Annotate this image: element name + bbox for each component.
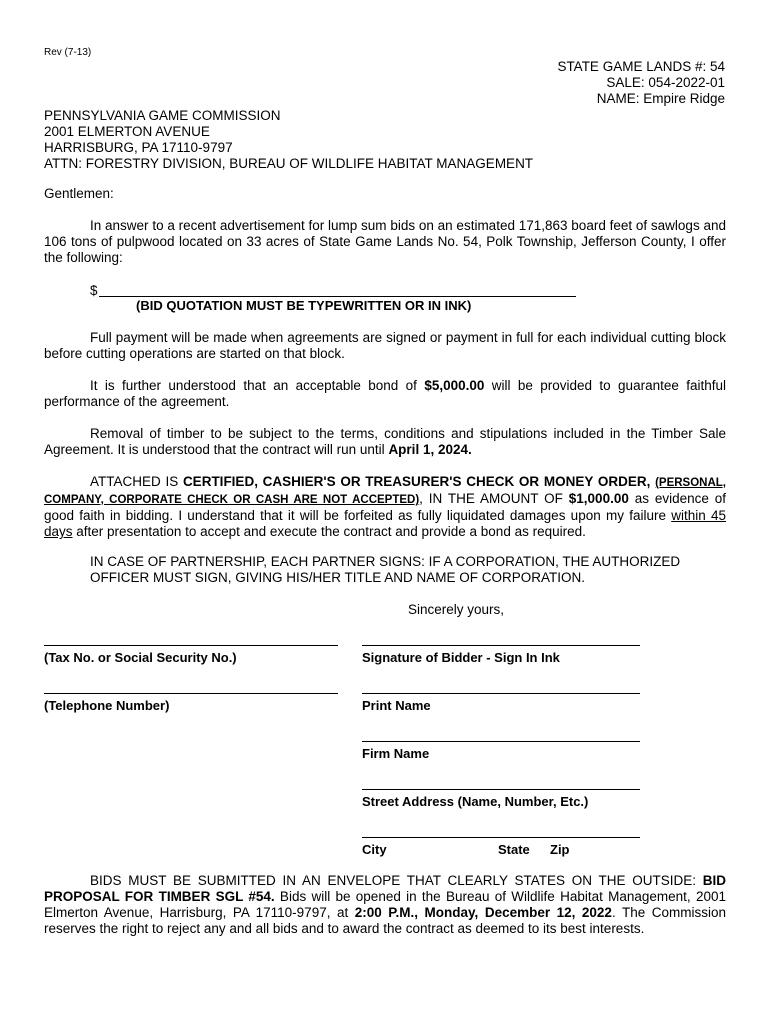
removal-text: Removal of timber to be subject to the terms, conditions and stipulations included in the Timber Sale Agreement. It is understood that the contract will run until [44, 426, 726, 457]
salutation: Gentlemen: [44, 186, 114, 201]
firm-name-line[interactable] [362, 741, 640, 742]
bid-dollar-sign: $ [90, 283, 98, 298]
bid-opening-time: 2:00 P.M., Monday, December 12, 2022 [354, 905, 612, 920]
bid-quotation-note: (BID QUOTATION MUST BE TYPEWRITTEN OR IN INK) [136, 298, 472, 313]
bid-amount-line[interactable] [99, 296, 576, 297]
tax-number-label: (Tax No. or Social Security No.) [44, 650, 237, 665]
city-state-zip-line[interactable] [362, 837, 640, 838]
removal-paragraph [44, 426, 726, 458]
tax-number-line[interactable] [44, 645, 338, 646]
attached-text: after presentation to accept and execute the contract and provide a bond as required. [72, 524, 586, 539]
print-name-label: Print Name [362, 698, 431, 713]
closing: Sincerely yours, [408, 602, 505, 617]
payment-method: CERTIFIED, CASHIER'S OR TREASURER'S CHECK OR MONEY ORDER, [182, 474, 651, 489]
bond-amount: $5,000.00 [424, 378, 485, 393]
firm-name-label: Firm Name [362, 746, 430, 761]
telephone-label: (Telephone Number) [44, 698, 170, 713]
attached-text: ATTACHED IS [90, 474, 183, 489]
address-line: 2001 ELMERTON AVENUE [44, 124, 210, 139]
sale-header [557, 59, 725, 107]
state-game-lands-number: STATE GAME LANDS #: 54 [557, 59, 725, 74]
street-address-label: Street Address (Name, Number, Etc.) [362, 794, 589, 809]
address-line: ATTN: FORESTRY DIVISION, BUREAU OF WILDLIFE HABITAT MANAGEMENT [44, 156, 534, 171]
bond-paragraph [44, 378, 726, 410]
sale-name: NAME: Empire Ridge [596, 91, 725, 106]
attached-text: , IN THE AMOUNT OF [419, 491, 569, 506]
city-label: City [362, 842, 387, 857]
envelope-label: BID PROPOSAL FOR TIMBER SGL #54. [44, 873, 726, 904]
revision-label: Rev (7-13) [44, 47, 92, 58]
partnership-paragraph: IN CASE OF PARTNERSHIP, EACH PARTNER SIGNS: IF A CORPORATION, THE AUTHORIZED OFFICER MUST SIGN, GIVING HIS/HER TITLE AND NAME OF CORPORATION. [90, 554, 681, 585]
bond-text: will be provided to guarantee faithful performance of the agreement. [44, 378, 727, 409]
payment-paragraph: Full payment will be made when agreements are signed or payment in full for each individual cutting block before cutting operations are started on that block. [44, 330, 726, 361]
not-accepted-note: (PERSONAL, COMPANY, CORPORATE CHECK OR CASH ARE NOT ACCEPTED) [44, 477, 726, 506]
attached-text: as evidence of good faith in bidding. I understand that it will be forfeited as fully liquidated damages upon my failure [44, 491, 727, 523]
intro-paragraph: In answer to a recent advertisement for lump sum bids on an estimated 171,863 board feet of sawlogs and 106 tons of pulpwood located on 33 acres of State Game Lands No. 54, Polk Township, Jefferson County, I offer the following: [44, 218, 726, 265]
submission-paragraph [44, 873, 726, 937]
telephone-line[interactable] [44, 693, 338, 694]
print-name-line[interactable] [362, 693, 640, 694]
signature-label: Signature of Bidder - Sign In Ink [362, 650, 560, 665]
deadline-text: within 45 days [44, 508, 726, 539]
submission-text: . The Commission reserves the right to reject any and all bids and to award the contract as deemed to its best interests. [44, 905, 726, 936]
deposit-amount: $1,000.00 [568, 491, 629, 506]
address-block [44, 108, 533, 172]
attached-paragraph [44, 474, 726, 540]
sale-number: SALE: 054-2022-01 [606, 75, 725, 90]
address-line: PENNSYLVANIA GAME COMMISSION [44, 108, 281, 123]
zip-label: Zip [550, 842, 570, 857]
street-address-line[interactable] [362, 789, 640, 790]
signature-line[interactable] [362, 645, 640, 646]
address-line: HARRISBURG, PA 17110-9797 [44, 140, 233, 155]
state-label: State [498, 842, 530, 857]
submission-text: BIDS MUST BE SUBMITTED IN AN ENVELOPE THAT CLEARLY STATES ON THE OUTSIDE: [90, 873, 703, 888]
bond-text: It is further understood that an acceptable bond of [90, 378, 425, 393]
contract-end-date: April 1, 2024. [388, 442, 472, 457]
submission-text: Bids will be opened in the Bureau of Wildlife Habitat Management, 2001 Elmerton Avenue, Harrisburg, PA 17110-9797, at [44, 889, 726, 920]
